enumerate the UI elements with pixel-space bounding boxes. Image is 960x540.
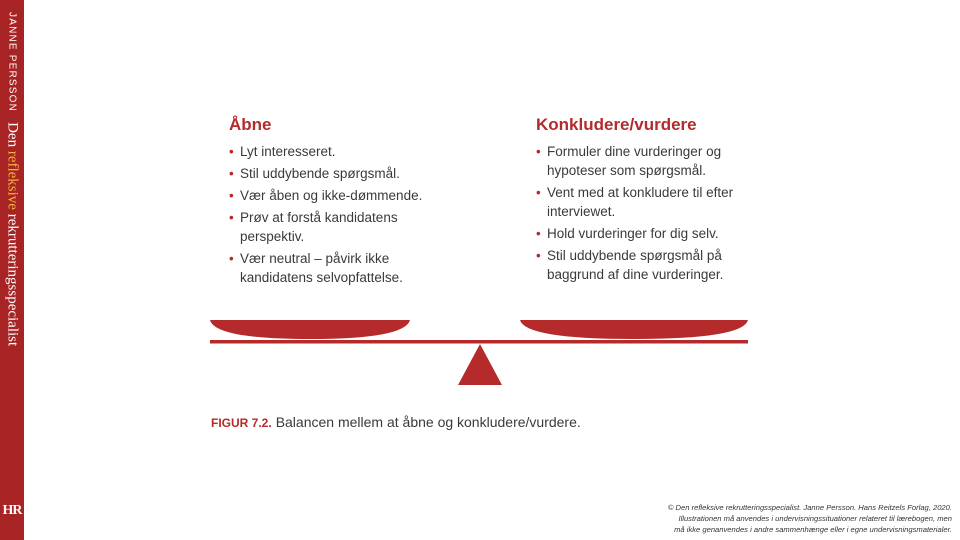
figure-caption-text: Balancen mellem at åbne og konkludere/vurdere.	[275, 414, 581, 430]
copyright-notice: © Den refleksive rekrutteringsspecialist. Janne Persson. Hans Reitzels Forlag, 2020. Illustrationen må anvendes i undervisningssituationer relateret til lærebogen, men må ikke genanvendes i andre sammenhænge eller i egne undervisningsmaterialer.	[667, 503, 952, 534]
right-scale-pan	[520, 320, 748, 339]
list-item: • Prøv at forstå kandidatens perspektiv.	[229, 208, 439, 246]
list-abne	[229, 142, 439, 290]
spine-text	[4, 12, 21, 346]
list-item: • Vent med at konkludere til efter interviewet.	[536, 183, 741, 221]
list-item: • Formuler dine vurderinger og hypoteser som spørgsmål.	[536, 142, 741, 180]
scale-beam	[210, 340, 748, 344]
heading-abne: Åbne	[229, 115, 272, 134]
list-item: • Lyt interesseret.	[229, 142, 439, 161]
figure-caption	[211, 414, 581, 430]
scale-fulcrum	[458, 344, 502, 385]
spine-book-title: Den refleksive rekrutteringsspecialist	[4, 122, 21, 347]
spine-author: JANNE PERSSON	[6, 12, 18, 113]
list-item: • Vær åben og ikke-dømmende.	[229, 186, 439, 205]
list-konkludere	[536, 142, 741, 287]
list-item: • Hold vurderinger for dig selv.	[536, 224, 741, 243]
heading-konkludere: Konkludere/vurdere	[536, 115, 697, 134]
figure-label: FIGUR 7.2.	[211, 416, 272, 430]
book-spine	[0, 0, 24, 540]
left-scale-pan	[210, 320, 410, 339]
balance-scale-illustration	[205, 315, 755, 387]
list-item: • Stil uddybende spørgsmål.	[229, 164, 439, 183]
publisher-logo: HR	[2, 503, 22, 518]
list-item: • Stil uddybende spørgsmål på baggrund af dine vurderinger.	[536, 246, 741, 284]
list-item: • Vær neutral – påvirk ikke kandidatens selvopfattelse.	[229, 249, 439, 287]
